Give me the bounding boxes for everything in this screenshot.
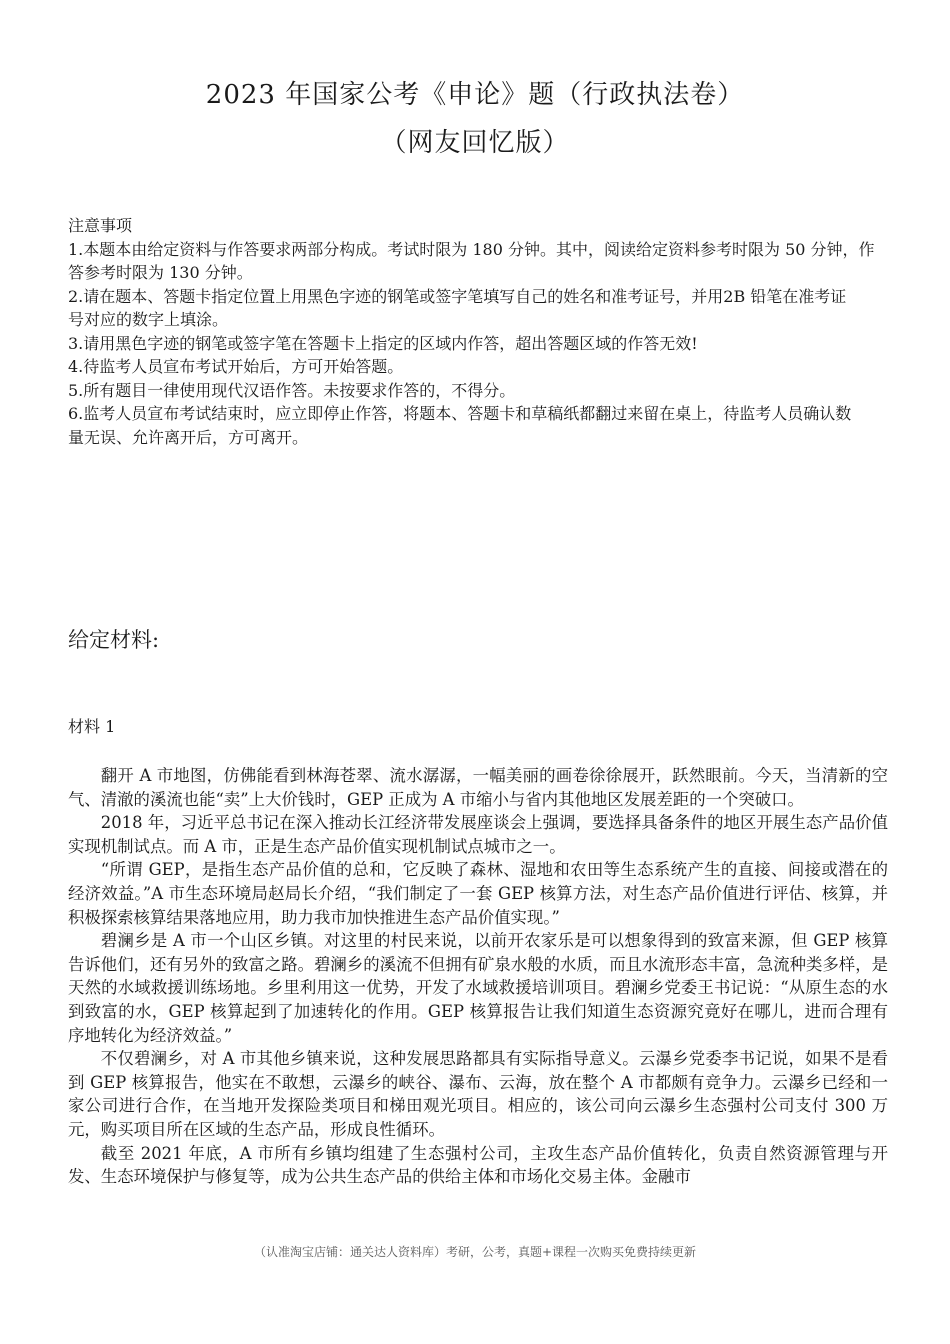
page-footer: （认准淘宝店铺：通关达人资料库）考研，公考，真题+课程一次购买免费持续更新 bbox=[253, 1245, 697, 1259]
paragraph: 不仅碧澜乡，对 A 市其他乡镇来说，这种发展思路都具有实际指导意义。云瀑乡党委李书记说，如果不是看到 GEP 核算报告，他实在不敢想，云瀑乡的峡谷、瀑布、云海，放在整个 A 市都颇有竞争力。云瀑乡已经和一家公司进行合作，在当地开发探险类项目和梯田观光项目。相应的，该公司向云瀑乡生态强村公司支付 300 万元，购买项目所在区域的生态产品，形成良性循环。 bbox=[68, 1049, 888, 1139]
document-title: 2023 年国家公考《申论》题（行政执法卷） bbox=[205, 80, 745, 110]
notes-line: 2.请在题本、答题卡指定位置上用黑色字迹的钢笔或签字笔填写自己的姓名和准考证号，并用2B 铅笔在准考证 bbox=[68, 286, 847, 306]
paragraph: 碧澜乡是 A 市一个山区乡镇。对这里的村民来说，以前开农家乐是可以想象得到的致富来源，但 GEP 核算告诉他们，还有另外的致富之路。碧澜乡的溪流不但拥有矿泉水般的水质，而且水流形态丰富，急流种类多样，是天然的水域救援训练场地。乡里利用这一优势，开发了水域救援培训项目。碧澜乡党委王书记说：“从原生态的水到致富的水，GEP 核算起到了加速转化的作用。GEP 核算报告让我们知道生态资源究竟好在哪儿，进而合理有序地转化为经济效益。” bbox=[68, 931, 888, 1045]
notes-line: 6.监考人员宣布考试结束时，应立即停止作答，将题本、答题卡和草稿纸都翻过来留在桌上，待监考人员确认数 bbox=[68, 404, 852, 423]
notes-line: 4.待监考人员宣布考试开始后，方可开始答题。 bbox=[68, 357, 404, 376]
notes-line: 量无误、允许离开后，方可离开。 bbox=[68, 427, 309, 447]
paragraph: 2018 年，习近平总书记在深入推动长江经济带发展座谈会上强调，要选择具备条件的地区开展生态产品价值实现机制试点。而 A 市，正是生态产品价值实现机制试点城市之一。 bbox=[68, 813, 888, 856]
paragraph: 翻开 A 市地图，仿佛能看到林海苍翠、流水潺潺，一幅美丽的画卷徐徐展开，跃然眼前。今天，当清新的空气、清澈的溪流也能“卖”上大价钱时，GEP 正成为 A 市缩小与省内其他地区发展差距的一个突破口。 bbox=[68, 766, 888, 809]
document-subtitle: （网友回忆版） bbox=[380, 128, 570, 158]
material-body bbox=[68, 764, 888, 1189]
notes-line: 号对应的数字上填涂。 bbox=[68, 310, 229, 329]
material-title: 材料 1 bbox=[68, 717, 116, 736]
notes-line: 5.所有题目一律使用现代汉语作答。未按要求作答的，不得分。 bbox=[68, 380, 516, 400]
notes-line: 3.请用黑色字迹的钢笔或签字笔在答题卡上指定的区域内作答，超出答题区域的作答无效! bbox=[68, 333, 698, 353]
notes-line: 1.本题本由给定资料与作答要求两部分构成。考试时限为 180 分钟。其中，阅读给定资料参考时限为 50 分钟，作 bbox=[68, 239, 875, 259]
given-materials-heading: 给定材料: bbox=[68, 628, 160, 652]
notes-heading: 注意事项 bbox=[68, 216, 133, 235]
paragraph: “所谓 GEP，是指生态产品价值的总和，它反映了森林、湿地和农田等生态系统产生的直接、间接或潜在的经济效益。”A 市生态环境局赵局长介绍，“我们制定了一套 GEP 核算方法，对生态产品价值进行评估、核算，并积极探索核算结果落地应用，助力我市加快推进生态产品价值实现。” bbox=[68, 860, 888, 927]
paragraph: 截至 2021 年底，A 市所有乡镇均组建了生态强村公司，主攻生态产品价值转化，负责自然资源管理与开发、生态环境保护与修复等，成为公共生态产品的供给主体和市场化交易主体。金融市 bbox=[68, 1143, 888, 1187]
notes-line: 答参考时限为 130 分钟。 bbox=[68, 263, 253, 282]
notes-section bbox=[68, 214, 888, 449]
